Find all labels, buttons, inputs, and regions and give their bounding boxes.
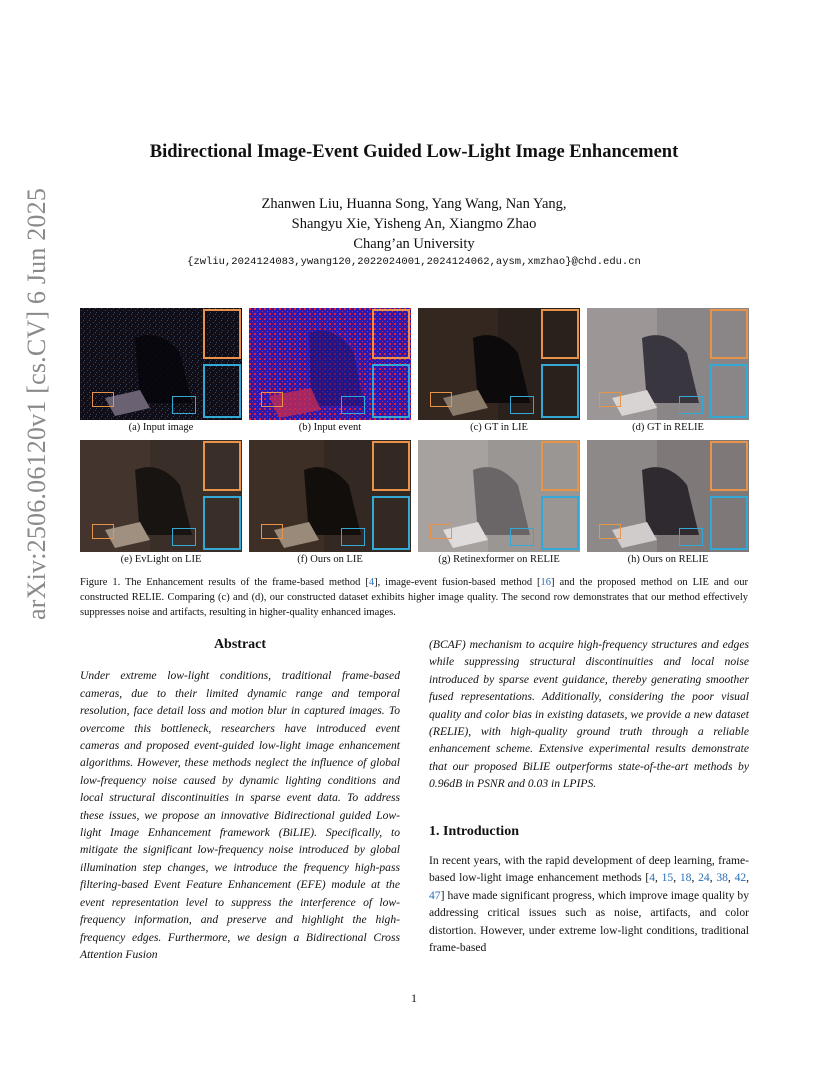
arxiv-stamp (14, 187, 58, 630)
ours-relie-photo (587, 440, 749, 552)
citation-link[interactable]: 4 (368, 577, 375, 588)
citation-link[interactable]: 38 (716, 871, 728, 885)
abstract-heading: Abstract (213, 637, 267, 652)
figure-row-1 (80, 308, 750, 438)
citation-link[interactable]: 4 (649, 871, 655, 885)
panel-caption: (b) Input event (298, 422, 362, 433)
authors-block (0, 194, 828, 254)
gt-lie-photo (418, 308, 580, 420)
authors-line-2: Shangyu Xie, Yisheng An, Xiangmo Zhao (291, 216, 537, 232)
gt-relie-photo (587, 308, 749, 420)
caption-text: ], image-event fusion-based method [ (374, 577, 541, 588)
citation-link[interactable]: 16 (540, 577, 552, 588)
abstract-text: Under extreme low-light conditions, traditional frame-based cameras, due to their limited dynamic range and temporal resolution, face detail loss and motion blur in captured images. To overcome this bottleneck, researchers have introduced event cameras and proposed event-guided low-light image enhancement algorithms. However, these methods neglect the influence of global low-frequency noise caused by dynamic lighting conditions and local structural discontinuities in sparse event data. To address these issues, we propose an innovative Bidirectional guided Low-light Image Enhancement framework (BiLIE). Specifically, to mitigate the significant low-frequency noise introduced by global illumination step changes, we introduce the frequency high-pass filtering-based Event Feature Enhancement (EFE) module at the event representation level to suppress the interference of low-frequency information, and preserve and highlight the high-frequency edges. Furthermore, we design a Bidirectional Cross Attention Fusion (80, 669, 400, 961)
citation-link[interactable]: 47 (429, 888, 441, 902)
caption-text: Figure 1. The Enhancement results of the frame-based method [ (80, 577, 369, 588)
caption-text: ] and the proposed method on LIE and our constructed RELIE. Comparing (c) and (d), our constructed dataset exhibits higher image quality. The second row demonstrates that our method effectively suppresses noise and artifacts, resulting in higher-quality enhanced images. (80, 577, 748, 618)
figure-1 (80, 308, 750, 570)
input-event-visualization (249, 308, 411, 420)
retinexformer-relie-photo (418, 440, 580, 552)
figure-row-2 (80, 440, 750, 570)
panel-caption: (d) GT in RELIE (632, 422, 704, 433)
panel-caption: (a) Input image (128, 422, 194, 433)
paper-title: Bidirectional Image-Event Guided Low-Light Image Enhancement (149, 142, 679, 162)
right-column (429, 636, 749, 957)
authors-line-1: Zhanwen Liu, Huanna Song, Yang Wang, Nan Yang, (261, 196, 567, 212)
arxiv-identifier: arXiv:2506.06120v1 [cs.CV] 6 Jun 2025 (22, 187, 51, 620)
introduction-text: In recent years, with the rapid development of deep learning, frame-based low-light image enhancement methods [4, 15, 18, 24, 38, 42, 47] have made significant progress, which improve image quality by addressing critical issues such as noise, artifacts, and color distortion. However, under extreme low-light conditions, traditional frame-based (429, 854, 750, 955)
author-emails: {zwliu,2024124083,ywang120,2022024001,2024124062,aysm,xmzhao}@chd.edu.cn (187, 256, 641, 268)
figure-caption (80, 575, 748, 620)
citation-link[interactable]: 24 (698, 871, 710, 885)
input-image-photo (80, 308, 242, 420)
ours-lie-photo (249, 440, 411, 552)
panel-caption: (h) Ours on RELIE (627, 554, 709, 565)
intro-text: In recent years, with the rapid development of deep learning, frame-based low-light image enhancement methods [ (429, 854, 749, 885)
left-column (80, 636, 400, 963)
citation-link[interactable]: 18 (679, 871, 692, 885)
page-number: 1 (411, 991, 417, 1005)
section-heading: 1. Introduction (429, 823, 519, 839)
citation-link[interactable]: 15 (661, 871, 674, 885)
evlight-lie-photo (80, 440, 242, 552)
affiliation: Chang’an University (353, 236, 475, 252)
intro-text: ] have made significant progress, which improve image quality by addressing critical issues such as noise, artifacts, and color distortion. However, under extreme low-light conditions, traditional frame-based (429, 888, 749, 955)
citation-link[interactable]: 42 (734, 871, 747, 885)
panel-caption: (g) Retinexformer on RELIE (438, 554, 560, 565)
panel-caption: (c) GT in LIE (470, 422, 528, 433)
panel-caption: (e) EvLight on LIE (120, 554, 202, 565)
abstract-text-continued: (BCAF) mechanism to acquire high-frequency structures and edges while suppressing structural discontinuities and local noise introduced by sparse event guidance, thereby generating smoother fused representations. Additionally, considering the poor visual quality and color bias in existing datasets, we provide a new dataset (RELIE), with high-quality ground truth through a reliable enhancement scheme. Extensive experimental results demonstrate that our proposed BiLIE outperforms state-of-the-art methods by 0.96dB in PSNR and 0.03 in LPIPS. (429, 638, 749, 791)
panel-caption: (f) Ours on LIE (297, 554, 363, 565)
